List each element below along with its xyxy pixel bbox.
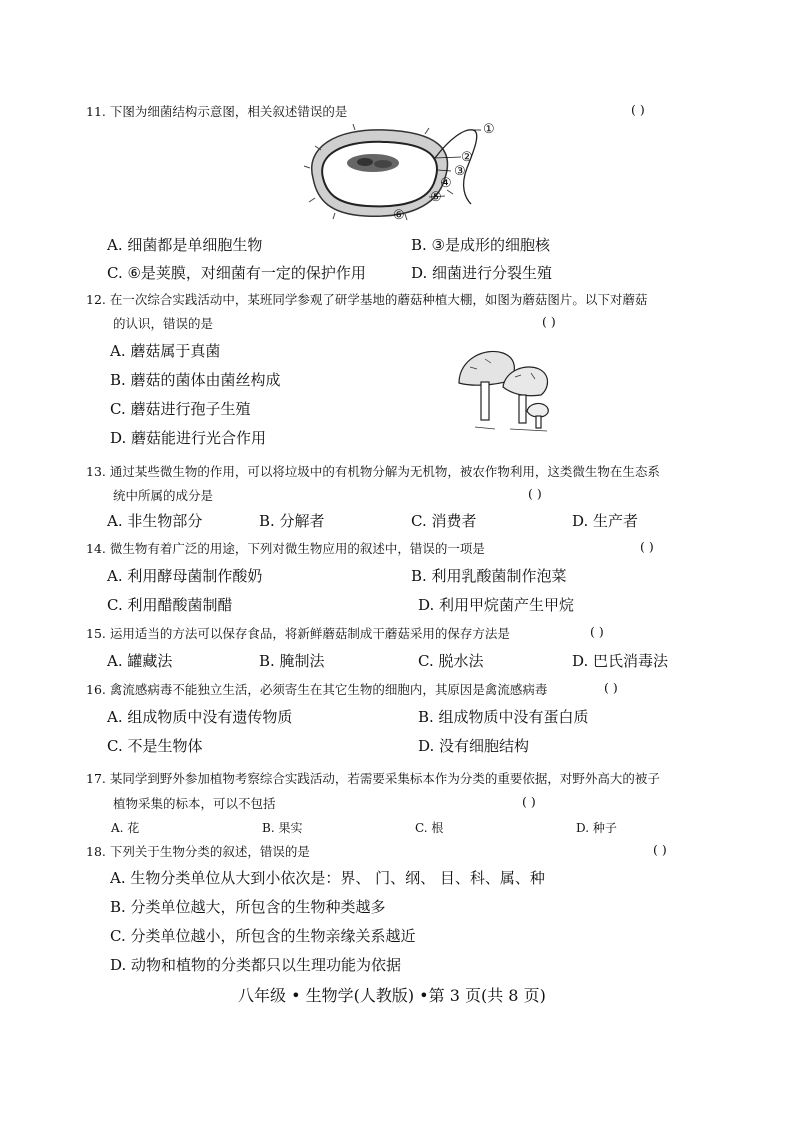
page-footer: 八年级 • 生物学(人教版) •第 3 页(共 8 页) <box>238 986 546 1005</box>
answer-blank: ( ) <box>631 102 645 117</box>
question-12-stem-cont: 的认识，错误的是 <box>113 316 214 331</box>
figure-label-4: ④ <box>440 176 452 191</box>
option-d: D. 没有细胞结构 <box>418 737 530 755</box>
figure-label-1: ① <box>483 122 495 137</box>
question-13-stem-cont: 统中所属的成分是 <box>113 488 214 503</box>
option-a: A. 利用酵母菌制作酸奶 <box>107 567 263 585</box>
figure-label-6: ⑥ <box>393 208 405 223</box>
option-b: B. 分解者 <box>259 512 325 530</box>
question-18-stem: 18. 下列关于生物分类的叙述，错误的是 <box>86 844 310 859</box>
option-d: D. 蘑菇能进行光合作用 <box>110 429 267 447</box>
answer-blank: ( ) <box>604 680 618 695</box>
option-b: B. 分类单位越大，所包含的生物种类越多 <box>110 898 386 916</box>
option-d: D. 动物和植物的分类都只以生理功能为依据 <box>110 956 402 974</box>
option-a: A. 罐藏法 <box>107 652 173 670</box>
question-17-stem-cont: 植物采集的标本，可以不包括 <box>113 796 276 811</box>
option-d: D. 细菌进行分裂生殖 <box>411 264 553 282</box>
option-a: A. 非生物部分 <box>107 512 203 530</box>
option-a: A. 细菌都是单细胞生物 <box>107 236 263 254</box>
option-c: C. 利用醋酸菌制醋 <box>107 596 233 614</box>
option-b: B. 腌制法 <box>259 652 325 670</box>
option-c: C. 分类单位越小，所包含的生物亲缘关系越近 <box>110 927 416 945</box>
option-d: D. 种子 <box>576 821 617 835</box>
option-c: C. ⑥是荚膜，对细菌有一定的保护作用 <box>107 264 366 282</box>
figure-label-2: ② <box>461 150 473 165</box>
option-b: B. 利用乳酸菌制作泡菜 <box>411 567 567 585</box>
question-11-stem: 11. 下图为细菌结构示意图，相关叙述错误的是 <box>86 104 348 119</box>
answer-blank: ( ) <box>542 314 556 329</box>
option-c: C. 蘑菇进行孢子生殖 <box>110 400 251 418</box>
option-a: A. 蘑菇属于真菌 <box>110 342 221 360</box>
question-12-stem: 12. 在一次综合实践活动中，某班同学参观了研学基地的蘑菇种植大棚，如图为蘑菇图片。以下对蘑菇 <box>86 292 648 307</box>
option-a: A. 组成物质中没有遗传物质 <box>107 708 293 726</box>
question-13-stem: 13. 通过某些微生物的作用，可以将垃圾中的有机物分解为无机物，被农作物利用，这类微生物在生态系 <box>86 464 660 479</box>
option-c: C. 根 <box>415 821 444 835</box>
option-d: D. 生产者 <box>572 512 639 530</box>
option-b: B. ③是成形的细胞核 <box>411 236 551 254</box>
option-c: C. 脱水法 <box>418 652 484 670</box>
option-c: C. 消费者 <box>411 512 477 530</box>
figure-label-5: ⑤ <box>430 190 442 205</box>
option-b: B. 果实 <box>262 821 303 835</box>
answer-blank: ( ) <box>522 794 536 809</box>
option-c: C. 不是生物体 <box>107 737 203 755</box>
option-b: B. 蘑菇的菌体由菌丝构成 <box>110 371 281 389</box>
question-17-stem: 17. 某同学到野外参加植物考察综合实践活动，若需要采集标本作为分类的重要依据，对野外高大的被子 <box>86 771 660 786</box>
question-16-stem: 16. 禽流感病毒不能独立生活，必须寄生在其它生物的细胞内，其原因是禽流感病毒 <box>86 682 548 697</box>
option-d: D. 利用甲烷菌产生甲烷 <box>418 596 575 614</box>
answer-blank: ( ) <box>640 539 654 554</box>
answer-blank: ( ) <box>653 842 667 857</box>
option-a: A. 生物分类单位从大到小依次是：界、 门、纲、 目、科、属、种 <box>110 869 545 887</box>
option-d: D. 巴氏消毒法 <box>572 652 669 670</box>
question-14-stem: 14. 微生物有着广泛的用途，下列对微生物应用的叙述中，错误的一项是 <box>86 541 485 556</box>
mushroom-illustration <box>455 345 555 435</box>
option-a: A. 花 <box>111 821 140 835</box>
answer-blank: ( ) <box>590 624 604 639</box>
answer-blank: ( ) <box>528 486 542 501</box>
option-b: B. 组成物质中没有蛋白质 <box>418 708 589 726</box>
question-15-stem: 15. 运用适当的方法可以保存食品，将新鲜蘑菇制成干蘑菇采用的保存方法是 <box>86 626 510 641</box>
figure-label-3: ③ <box>454 164 466 179</box>
